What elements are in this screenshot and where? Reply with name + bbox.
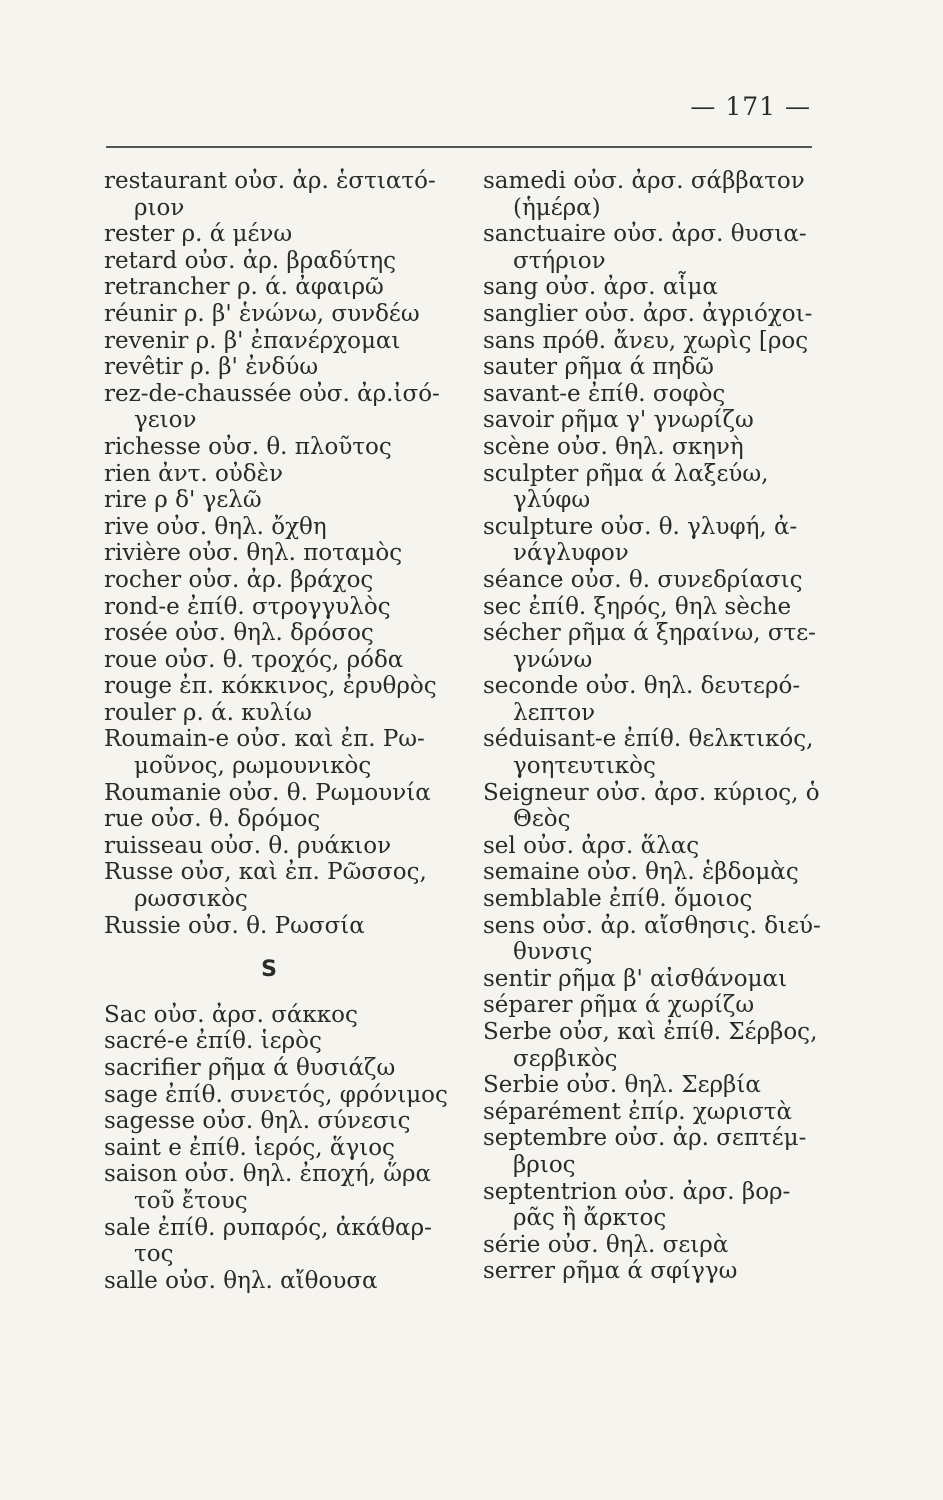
dictionary-entry: [483, 992, 828, 1019]
dictionary-entry: [104, 594, 464, 621]
section-letter: S: [261, 957, 277, 983]
entry-text: retrancher ρ. ά. ἀφαιρῶ: [104, 274, 384, 301]
entry-text: rive οὐσ. θηλ. ὄχθη: [104, 513, 327, 540]
dictionary-entry: [483, 221, 828, 274]
entry-text: Sac οὐσ. ἀρσ. σάκκος: [104, 1001, 358, 1028]
dictionary-entry: [483, 594, 828, 621]
dictionary-entry: [104, 1108, 464, 1135]
dictionary-entry: [483, 567, 828, 594]
dictionary-entry: [483, 726, 828, 779]
entry-text: sacré-e ἐπίθ. ἱερὸς: [104, 1028, 322, 1055]
entry-text: Seigneur οὐσ. ἀρσ. κύριος, ὁ: [483, 779, 820, 806]
entry-text: réunir ρ. β' ἑνώνω, συνδέω: [104, 300, 420, 327]
header-rule: [106, 146, 812, 148]
dictionary-entry: [483, 833, 828, 860]
entry-continuation: τοῦ ἔτους: [134, 1187, 248, 1214]
entry-text: sauter ρῆμα ά πηδῶ: [483, 354, 714, 381]
dictionary-entry: [483, 274, 828, 301]
entry-text: rester ρ. ά μένω: [104, 221, 293, 248]
entry-continuation: σερβικὸς: [513, 1045, 618, 1072]
entry-text: restaurant οὐσ. ἀρ. ἑστιατό-: [104, 168, 436, 194]
entry-continuation: τος: [134, 1241, 174, 1268]
dictionary-entry: [104, 1002, 464, 1029]
entry-text: série οὐσ. θηλ. σειρὰ: [483, 1231, 729, 1258]
entry-text: salle οὐσ. θηλ. αἴθουσα: [104, 1267, 378, 1294]
entry-text: sens οὐσ. ἀρ. αἴσθησις. διεύ-: [483, 912, 821, 939]
entry-text: rocher οὐσ. ἀρ. βράχος: [104, 566, 374, 593]
dictionary-entry: [483, 1179, 828, 1232]
left-column-entries-r: [104, 168, 464, 939]
dictionary-entry: [483, 859, 828, 886]
dictionary-entry: [104, 221, 464, 248]
dictionary-entry: [483, 1258, 828, 1285]
right-column: [483, 168, 828, 1285]
dictionary-entry: [104, 567, 464, 594]
entry-text: Roumain-e οὐσ. καὶ ἐπ. Ρω-: [104, 726, 425, 753]
entry-continuation: ριον: [134, 194, 185, 221]
dictionary-entry: [104, 1028, 464, 1055]
entry-text: savoir ρῆμα γ' γνωρίζω: [483, 407, 754, 434]
entry-continuation: γλύφω: [513, 487, 591, 514]
entry-text: saint e ἐπίθ. ἱερός, ἅγιος: [104, 1134, 395, 1161]
entry-text: savant-e ἐπίθ. σοφὸς: [483, 380, 726, 407]
entry-continuation: (ἡμέρα): [513, 194, 601, 221]
entry-continuation: στήριον: [513, 247, 606, 274]
dictionary-entry: [104, 1161, 464, 1214]
dictionary-entry: [104, 540, 464, 567]
entry-text: scène οὐσ. θηλ. σκηνὴ: [483, 433, 744, 460]
dictionary-entry: [104, 620, 464, 647]
dictionary-entry: [483, 780, 828, 833]
entry-text: sel οὐσ. ἀρσ. ἅλας: [483, 832, 700, 859]
entry-text: sanctuaire οὐσ. ἀρσ. θυσια-: [483, 221, 807, 248]
dictionary-entry: [483, 354, 828, 381]
entry-text: sec ἐπίθ. ξηρός, θηλ sèche: [483, 593, 792, 620]
entry-continuation: ρᾶς ἢ ἄρκτος: [513, 1205, 667, 1232]
entry-text: retard οὐσ. ἀρ. βραδύτης: [104, 247, 396, 274]
entry-text: séance οὐσ. θ. συνεδρίασις: [483, 566, 803, 593]
entry-continuation: Θεὸς: [513, 806, 571, 833]
entry-text: séparer ρῆμα ά χωρίζω: [483, 992, 755, 1019]
entry-text: richesse οὐσ. θ. πλοῦτος: [104, 433, 392, 460]
dictionary-entry: [104, 274, 464, 301]
entry-text: sagesse οὐσ. θηλ. σύνεσις: [104, 1108, 411, 1135]
entry-continuation: λεπτον: [513, 699, 596, 726]
dictionary-entry: [483, 407, 828, 434]
entry-text: Serbie οὐσ. θηλ. Σερβία: [483, 1072, 761, 1099]
entry-continuation: γειον: [134, 407, 197, 434]
entry-text: septentrion οὐσ. ἀρσ. βορ-: [483, 1178, 791, 1205]
dictionary-entry: [483, 1072, 828, 1099]
dictionary-entry: [483, 301, 828, 328]
dictionary-entry: [104, 833, 464, 860]
dictionary-entry: [104, 647, 464, 674]
dictionary-entry: [483, 514, 828, 567]
dictionary-entry: [483, 1232, 828, 1259]
dictionary-entry: [104, 301, 464, 328]
dictionary-entry: [104, 859, 464, 912]
entry-text: Russe οὐσ, καὶ ἐπ. Ρῶσσος,: [104, 859, 427, 886]
entry-continuation: νάγλυφον: [513, 540, 629, 567]
entry-text: semaine οὐσ. θηλ. ἑβδομὰς: [483, 859, 799, 886]
dictionary-entry: [104, 700, 464, 727]
entry-continuation: γνώνω: [513, 646, 593, 673]
entry-text: séparément ἐπίρ. χωριστὰ: [483, 1098, 793, 1125]
left-column: [104, 168, 464, 1294]
dictionary-entry: [483, 434, 828, 461]
entry-text: rosée οὐσ. θηλ. δρόσος: [104, 620, 374, 647]
left-column-entries-s: [104, 1002, 464, 1295]
dictionary-entry: [104, 806, 464, 833]
entry-text: saison οὐσ. θηλ. ἐποχή, ὥρα: [104, 1161, 432, 1188]
dictionary-entry: [483, 168, 828, 221]
dictionary-entry: [483, 1099, 828, 1126]
entry-continuation: μοῦνος, ρωμουνικὸς: [134, 753, 372, 780]
entry-text: rivière οὐσ. θηλ. ποταμὸς: [104, 540, 403, 567]
entry-text: Roumanie οὐσ. θ. Ρωμουνία: [104, 779, 431, 806]
dictionary-entry: [104, 1268, 464, 1295]
entry-text: sage ἐπίθ. συνετός, φρόνιμος: [104, 1081, 448, 1108]
entry-continuation: γοητευτικὸς: [513, 753, 656, 780]
entry-text: Serbe οὐσ, καὶ ἐπίθ. Σέρβος,: [483, 1019, 818, 1045]
dictionary-entry: [104, 726, 464, 779]
entry-continuation: θυνσις: [513, 939, 593, 966]
entry-text: sanglier οὐσ. ἀρσ. ἀγριόχοι-: [483, 300, 813, 327]
dictionary-entry: [104, 487, 464, 514]
entry-text: seconde οὐσ. θηλ. δευτερό-: [483, 673, 801, 700]
entry-text: sang οὐσ. ἀρσ. αἷμα: [483, 274, 718, 301]
entry-text: ruisseau οὐσ. θ. ρυάκιον: [104, 832, 392, 859]
dictionary-entry: [104, 913, 464, 940]
dictionary-entry: [104, 328, 464, 355]
entry-text: sale ἐπίθ. ρυπαρός, ἀκάθαρ-: [104, 1214, 432, 1241]
dictionary-entry: [483, 1019, 828, 1072]
dictionary-entry: [104, 354, 464, 381]
entry-text: sculpture οὐσ. θ. γλυφή, ἀ-: [483, 513, 798, 540]
entry-text: séduisant-e ἐπίθ. θελκτικός,: [483, 726, 814, 753]
dictionary-entry: [483, 461, 828, 514]
entry-text: sécher ρῆμα ά ξηραίνω, στε-: [483, 620, 816, 647]
dictionary-entry: [104, 248, 464, 275]
dictionary-entry: [104, 780, 464, 807]
entry-text: sculpter ρῆμα ά λαξεύω,: [483, 460, 769, 487]
entry-text: septembre οὐσ. ἀρ. σεπτέμ-: [483, 1125, 807, 1152]
dictionary-entry: [483, 1125, 828, 1178]
entry-text: samedi οὐσ. ἀρσ. σάββατον: [483, 168, 805, 194]
entry-text: semblable ἐπίθ. ὅμοιος: [483, 886, 753, 913]
entry-text: rouler ρ. ά. κυλίω: [104, 699, 312, 726]
dictionary-entry: [483, 328, 828, 355]
dictionary-entry: [104, 514, 464, 541]
dictionary-entry: [104, 1055, 464, 1082]
entry-text: Russie οὐσ. θ. Ρωσσία: [104, 912, 365, 939]
dictionary-entry: [483, 620, 828, 673]
dictionary-entry: [483, 913, 828, 966]
dictionary-entry: [104, 461, 464, 488]
entry-text: rond-e ἐπίθ. στρογγυλὸς: [104, 593, 391, 620]
dictionary-entry: [104, 1082, 464, 1109]
dictionary-entry: [483, 673, 828, 726]
entry-text: revenir ρ. β' ἐπανέρχομαι: [104, 327, 401, 354]
dictionary-entry: [104, 1135, 464, 1162]
entry-text: sentir ρῆμα β' αἰσθάνομαι: [483, 965, 788, 992]
dictionary-entry: [483, 886, 828, 913]
entry-text: rien ἀντ. οὐδὲν: [104, 460, 283, 487]
dictionary-entry: [104, 168, 464, 221]
dictionary-entry: [104, 673, 464, 700]
entry-text: roue οὐσ. θ. τροχός, ρόδα: [104, 646, 404, 673]
entry-text: rouge ἐπ. κόκκινος, ἐρυθρὸς: [104, 673, 437, 700]
entry-text: sacrifier ρῆμα ά θυσιάζω: [104, 1055, 396, 1081]
entry-text: rue οὐσ. θ. δρόμος: [104, 806, 321, 833]
entry-text: rez-de-chaussée οὐσ. ἀρ.ἰσό-: [104, 380, 440, 407]
dictionary-entry: [483, 381, 828, 408]
dictionary-entry: [104, 381, 464, 434]
entry-text: rire ρ δ' γελῶ: [104, 487, 262, 514]
page-number: — 171 —: [690, 92, 811, 121]
entry-text: serrer ρῆμα ά σφίγγω: [483, 1258, 738, 1285]
dictionary-entry: [104, 1215, 464, 1268]
dictionary-entry: [104, 434, 464, 461]
entry-continuation: ρωσσικὸς: [134, 886, 248, 913]
entry-text: revêtir ρ. β' ἐνδύω: [104, 354, 319, 381]
entry-continuation: βριος: [513, 1151, 576, 1178]
dictionary-entry: [483, 966, 828, 993]
entry-text: sans πρόθ. ἄνευ, χωρὶς [ρος: [483, 327, 809, 354]
right-column-entries: [483, 168, 828, 1285]
